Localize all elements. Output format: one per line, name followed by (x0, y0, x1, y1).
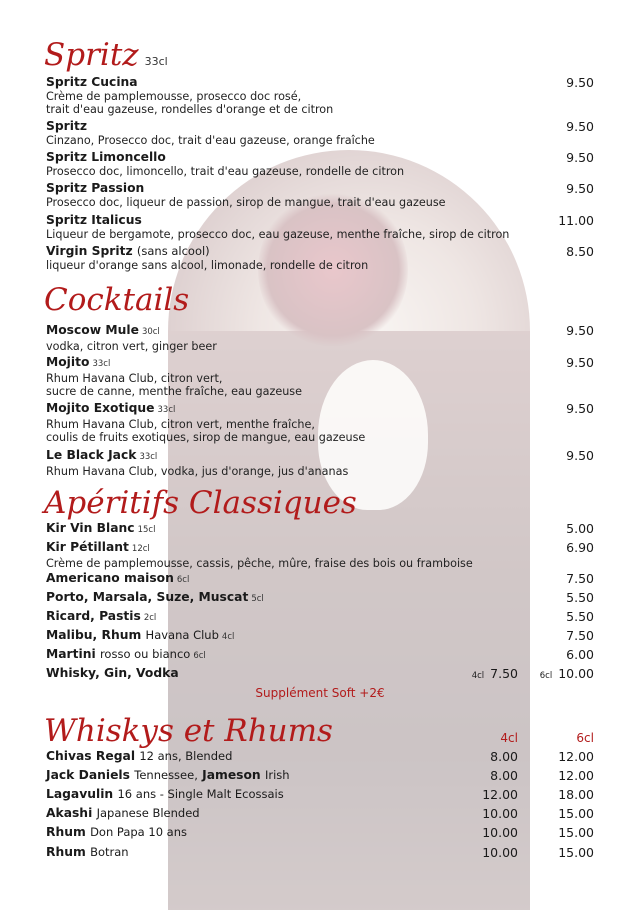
item-description: sucre de canne, menthe fraîche, eau gazeuse (46, 385, 303, 398)
column-header-4cl: 4cl (500, 731, 518, 745)
item-description: Crème de pamplemousse, prosecco doc rosé, (46, 90, 302, 103)
item-price-4cl: 10.00 (482, 845, 518, 860)
item-name: Rhum (46, 825, 86, 839)
item-note: Havana Club (145, 628, 219, 642)
item-name: Spritz (46, 119, 87, 133)
item-name: Jack Daniels (46, 768, 130, 782)
item-name: Spritz Italicus (46, 213, 142, 227)
item-note: Japanese Blended (96, 806, 200, 820)
menu-item (46, 75, 594, 116)
item-price: 9.50 (566, 181, 594, 196)
menu-item (46, 590, 594, 607)
item-name: Americano maison (46, 571, 174, 585)
size-label-4cl: 4cl (471, 671, 485, 681)
menu-item (46, 355, 594, 398)
item-name: Rhum (46, 845, 86, 859)
item-description: Liqueur de bergamote, prosecco doc, eau gazeuse, menthe fraîche, sirop de citron (46, 228, 510, 241)
item-note: Irish (264, 768, 290, 782)
item-price-6cl: 15.00 (558, 825, 594, 840)
item-description: Rhum Havana Club, citron vert, menthe fraîche, (46, 418, 315, 431)
item-note: Botran (90, 845, 129, 859)
column-header-6cl: 6cl (576, 731, 594, 745)
item-price-4cl: 10.00 (482, 825, 518, 840)
item-size: 33cl (92, 359, 111, 369)
menu-item (46, 521, 594, 538)
menu-item (46, 181, 594, 209)
item-price-4cl: 12.00 (482, 787, 518, 802)
menu-item (46, 244, 594, 272)
item-price: 9.50 (566, 401, 594, 416)
item-name: Jameson (202, 768, 261, 782)
menu-item (46, 787, 594, 802)
item-size: 12cl (131, 544, 150, 554)
item-name: Mojito Exotique (46, 401, 155, 415)
item-name: Kir Pétillant (46, 540, 129, 554)
section-title-text: Whiskys et Rhums (44, 713, 333, 749)
item-price-6cl: 15.00 (558, 806, 594, 821)
menu-item (46, 213, 594, 241)
item-price-4cl: 8.00 (490, 768, 518, 783)
item-price: 5.50 (566, 609, 594, 624)
item-size: 6cl (176, 575, 190, 585)
item-description: vodka, citron vert, ginger beer (46, 340, 217, 353)
item-description: coulis de fruits exotiques, sirop de mangue, eau gazeuse (46, 431, 366, 444)
item-size: 2cl (143, 613, 157, 623)
item-size: 33cl (139, 452, 158, 462)
item-price: 9.50 (566, 355, 594, 370)
item-name: Martini (46, 647, 96, 661)
item-name: Malibu, Rhum (46, 628, 142, 642)
item-description: Crème de pamplemousse, cassis, pêche, mûre, fraise des bois ou framboise (46, 557, 473, 570)
menu-item (46, 749, 594, 764)
item-price: 9.50 (566, 150, 594, 165)
item-price: 7.50 (566, 628, 594, 643)
section-title-cocktails (44, 282, 190, 318)
item-price-4cl: 10.00 (482, 806, 518, 821)
section-title-text: Cocktails (44, 282, 190, 318)
item-name: Spritz Passion (46, 181, 145, 195)
item-size: 4cl (221, 632, 235, 642)
item-price-4cl: 8.00 (490, 749, 518, 764)
item-name: Kir Vin Blanc (46, 521, 135, 535)
menu-item (46, 119, 594, 147)
item-price: 9.50 (566, 323, 594, 338)
item-note: 16 ans - Single Malt Ecossais (117, 787, 284, 801)
item-price: 9.50 (566, 119, 594, 134)
item-note: 12 ans, Blended (139, 749, 233, 763)
item-note: Don Papa 10 ans (90, 825, 187, 839)
item-note: (sans alcool) (136, 244, 210, 258)
item-name: Whisky, Gin, Vodka (46, 666, 179, 680)
section-title-spritz (44, 37, 168, 73)
item-price: 9.50 (566, 75, 594, 90)
item-price: 9.50 (566, 448, 594, 463)
size-label-6cl: 6cl (539, 671, 553, 681)
item-price: 11.00 (558, 213, 594, 228)
item-price-6cl: 18.00 (558, 787, 594, 802)
item-price: 8.50 (566, 244, 594, 259)
menu-item (46, 571, 594, 588)
item-description: Prosecco doc, limoncello, trait d'eau gazeuse, rondelle de citron (46, 165, 405, 178)
item-name: Porto, Marsala, Suze, Muscat (46, 590, 249, 604)
item-description: Cinzano, Prosecco doc, trait d'eau gazeuse, orange fraîche (46, 134, 375, 147)
item-price-6cl: 10.00 (558, 666, 594, 681)
item-price: 7.50 (566, 571, 594, 586)
item-size: 15cl (137, 525, 156, 535)
menu-item (46, 448, 594, 478)
menu-item (46, 609, 594, 626)
item-price-6cl: 12.00 (558, 749, 594, 764)
item-description: Rhum Havana Club, citron vert, (46, 372, 223, 385)
supplement-note: Supplément Soft +2€ (255, 686, 385, 700)
menu-item (46, 323, 594, 353)
section-title-text: Spritz (44, 37, 139, 73)
item-note: Tennessee, (134, 768, 198, 782)
item-price: 6.90 (566, 540, 594, 555)
item-name: Spritz Limoncello (46, 150, 166, 164)
item-price-6cl: 15.00 (558, 845, 594, 860)
menu-item-whisky-gin-vodka (46, 666, 594, 681)
item-size: 33cl (157, 405, 176, 415)
item-name: Le Black Jack (46, 448, 137, 462)
item-name: Mojito (46, 355, 90, 369)
item-name: Ricard, Pastis (46, 609, 141, 623)
section-title-whiskys (44, 713, 333, 749)
section-title-aperitifs (44, 485, 357, 521)
item-price-4cl: 7.50 (490, 666, 518, 681)
item-price: 5.00 (566, 521, 594, 536)
item-price-6cl: 12.00 (558, 768, 594, 783)
item-name: Moscow Mule (46, 323, 139, 337)
menu-item (46, 628, 594, 645)
menu-item (46, 825, 594, 840)
menu-item (46, 647, 594, 664)
item-description: liqueur d'orange sans alcool, limonade, rondelle de citron (46, 259, 369, 272)
item-description: Rhum Havana Club, vodka, jus d'orange, jus d'ananas (46, 465, 349, 478)
menu-item (46, 401, 594, 444)
item-note: rosso ou bianco (99, 647, 191, 661)
section-size: 33cl (144, 55, 168, 68)
item-size: 30cl (141, 327, 160, 337)
item-price: 6.00 (566, 647, 594, 662)
item-size: 6cl (193, 651, 206, 661)
menu-item (46, 806, 594, 821)
item-name: Akashi (46, 806, 93, 820)
item-name: Chivas Regal (46, 749, 136, 763)
item-price: 5.50 (566, 590, 594, 605)
menu-item (46, 540, 594, 570)
menu-item (46, 845, 594, 860)
item-name: Spritz Cucina (46, 75, 138, 89)
item-size: 5cl (251, 594, 264, 604)
item-description: trait d'eau gazeuse, rondelles d'orange et de citron (46, 103, 334, 116)
item-description: Prosecco doc, liqueur de passion, sirop de mangue, trait d'eau gazeuse (46, 196, 446, 209)
section-title-text: Apéritifs Classiques (44, 485, 357, 521)
menu-item (46, 150, 594, 178)
item-name: Virgin Spritz (46, 244, 133, 258)
item-name: Lagavulin (46, 787, 114, 801)
menu-item (46, 768, 594, 783)
